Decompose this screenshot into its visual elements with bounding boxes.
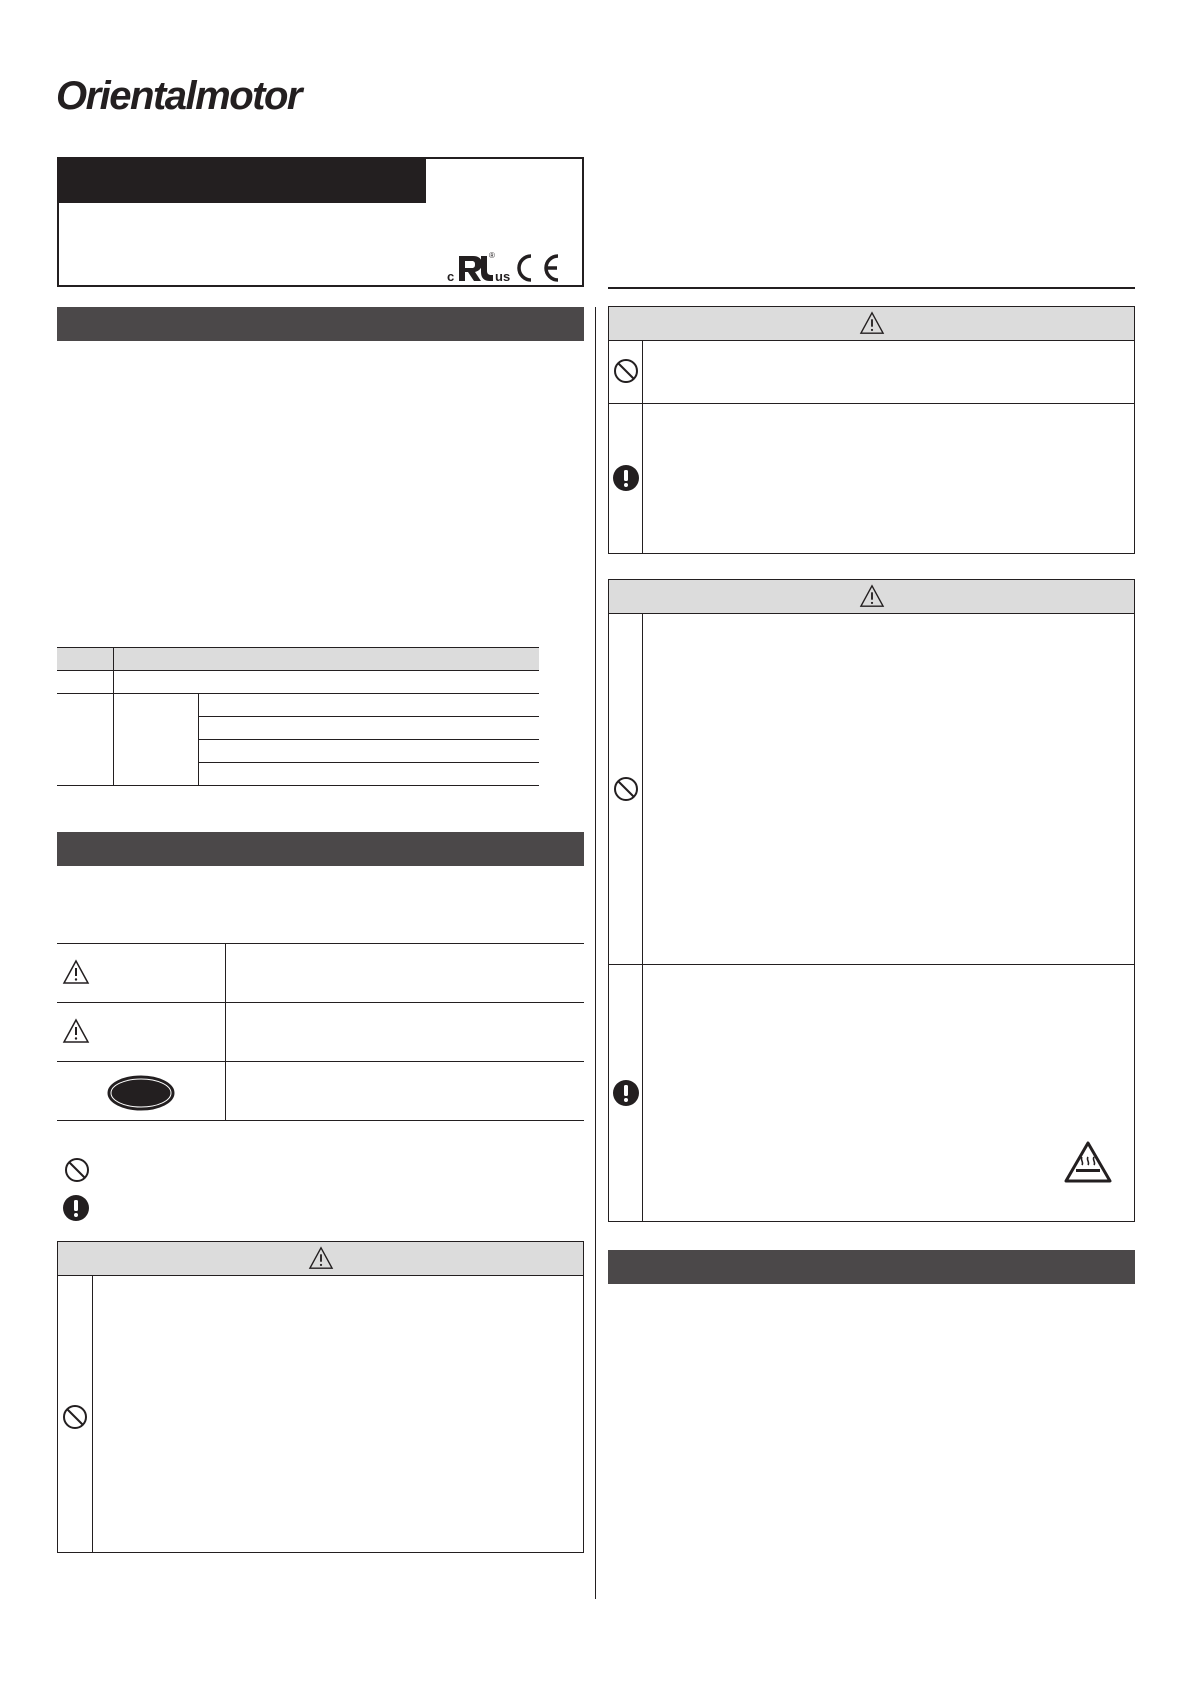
title-bar	[57, 157, 426, 203]
column-divider	[595, 307, 596, 1599]
mandatory-action-icon	[612, 1079, 640, 1107]
header-rule	[608, 287, 1135, 289]
note-oval-icon	[106, 1074, 176, 1112]
prohibition-icon	[613, 358, 639, 384]
brand-logo: Orientalmotor	[56, 74, 301, 118]
prohibition-icon	[62, 1404, 88, 1430]
warning-triangle-icon	[859, 311, 885, 335]
ce-mark-icon	[519, 256, 558, 280]
prohibition-icon	[613, 776, 639, 802]
registered-mark: ®	[489, 251, 495, 260]
section-header-bar-1	[57, 307, 584, 341]
warning-triangle-icon	[859, 584, 885, 608]
ul-prefix-text: c	[447, 269, 455, 284]
warning-box-left	[57, 1241, 584, 1553]
warning-triangle-icon	[308, 1246, 334, 1270]
hot-surface-icon	[1064, 1141, 1112, 1183]
warning-triangle-icon	[62, 959, 90, 985]
warning-box-right-2	[608, 579, 1135, 1222]
mandatory-action-icon	[612, 464, 640, 492]
warning-triangle-icon	[62, 1018, 90, 1044]
symbol-column	[609, 614, 643, 1221]
mandatory-action-icon	[62, 1194, 90, 1222]
section-header-bar-3	[608, 1250, 1135, 1284]
section-header-bar-2	[57, 832, 584, 866]
certification-marks	[445, 250, 573, 284]
warning-box-right-1	[608, 306, 1135, 554]
ul-suffix-text: us	[495, 269, 511, 284]
table-header	[57, 647, 539, 670]
ul-recognized-mark-icon	[459, 256, 493, 281]
prohibition-icon	[64, 1157, 90, 1183]
contents-table	[57, 647, 539, 785]
symbols-legend-table	[57, 943, 584, 1121]
